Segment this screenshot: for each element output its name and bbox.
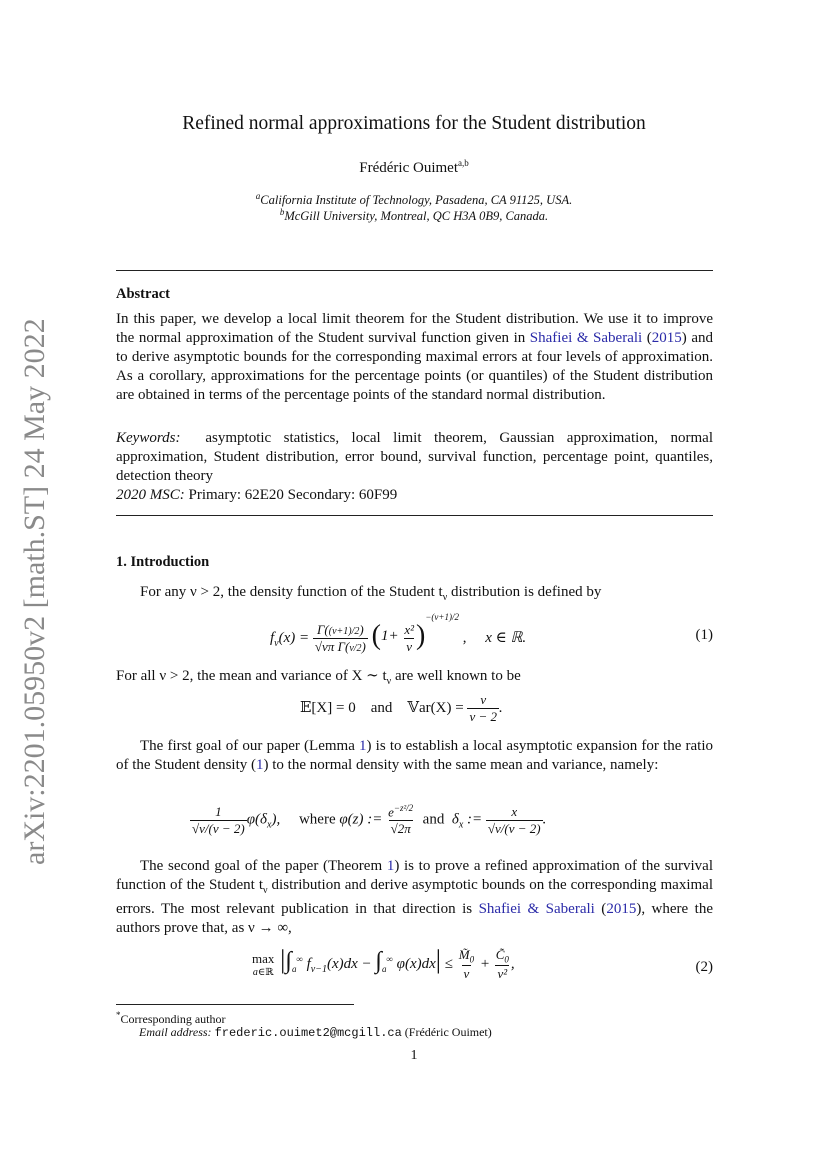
footnote-corresponding: *Corresponding author: [116, 1010, 226, 1026]
abstract-body: In this paper, we develop a local limit theorem for the Student distribution. We use it to improve the normal approximation of the Student survival function given in Shafiei & Saberali (2015) and to derive asymptotic bounds for the corresponding maximal errors at four levels of approximation. As a corollary, approximations for the percentage points (or quantiles) of the Student distribution are obtained in terms of the percentage points of the standard normal distribution.: [116, 311, 713, 403]
arxiv-stamp: arXiv:2201.05950v2 [math.ST] 24 May 2022: [18, 318, 51, 865]
eq2-number: (2): [695, 959, 713, 975]
equation-2: max a∈ℝ $|\int_a^\infty$ $f_{\nu-1}(x)dx - \int_a^\infty$ φ(x)dx| ≤ $\frac{M̃_0}{\nu}$ + $\frac{C̃_0}{\text{ν²}}$ ,: [252, 945, 515, 981]
para-intro-2: For all ν > 2, the mean and variance of X ∼ $t_\nu$ are well known to be: [116, 668, 521, 687]
eq1-number: (1): [695, 627, 713, 643]
equation-1: $f_\nu(x)$ = $\frac{\Gamma((\nu+1)/2)}{\text{√νπ Γ(ν/2)}}$ (1+ $\frac{\text{x²}}{\nu}$ )$^{-(\nu+1)/2}$ , x ∈ ℝ.: [270, 612, 527, 655]
abstract-heading: Abstract: [116, 286, 170, 302]
affiliation-b: $^b$McGill University, Montreal, QC H3A 0B9, Canada.: [279, 207, 549, 224]
abstract-bottom-rule: [116, 515, 713, 516]
citation-year-link[interactable]: 2015: [651, 330, 682, 346]
para-second-goal: The second goal of the paper (Theorem 1) is to prove a refined approximation of the survival function of the Student $t_\nu$ distribution and derive asymptotic bounds on the corresponding maximal errors. The most relevant publication in that direction is Shafiei & Saberali (2015), where the authors prove that, as ν → ∞,: [116, 858, 713, 936]
author-line: [0, 158, 828, 177]
footnote-email: Email address: frederic.ouimet2@mcgill.ca (Frédéric Ouimet): [139, 1025, 492, 1040]
citation-year-link-2[interactable]: 2015: [606, 901, 637, 917]
citation-link[interactable]: Shafiei & Saberali: [529, 330, 643, 346]
affiliation-a: $^a$California Institute of Technology, Pasadena, CA 91125, USA.: [255, 191, 573, 208]
page-number: 1: [410, 1048, 418, 1063]
theorem-link[interactable]: 1: [386, 858, 395, 874]
footnote-rule: [116, 1004, 354, 1005]
citation-link-2[interactable]: Shafiei & Saberali: [478, 901, 595, 917]
eq1-link[interactable]: 1: [255, 757, 264, 773]
lemma-link[interactable]: 1: [359, 738, 367, 754]
equation-ratio: $\frac{1}{√\nu/(\nu - 2)}$ $\varphi(\delta_x)$, where φ(z) := $\frac{e^{-z^2/2}}{√2\pi}$ and $\delta_x$ := $\frac{x}{√\nu/(\nu - 2)}$ .: [192, 803, 547, 837]
author-affil-mark: a,b: [457, 158, 469, 168]
abstract-top-rule: [116, 270, 713, 271]
paper-title: Refined normal approximations for the Student distribution: [182, 113, 646, 134]
para-intro-1: For any ν > 2, the density function of the Student $t_\nu$ distribution is defined by: [140, 584, 602, 603]
section-heading: 1. Introduction: [116, 554, 210, 570]
author-name: Frédéric Ouimet: [359, 160, 458, 176]
equation-mean-variance: 𝔼[X] = 0 and 𝕍ar(X) = $\frac{\nu}{\nu - 2}$ .: [300, 692, 503, 724]
keywords: Keywords: asymptotic statistics, local limit theorem, Gaussian approximation, normal approximation, Student distribution, error bound, survival function, percentage point, quantiles, detection theory 2020 MSC: Primary: 62E20 Secondary: 60F99: [116, 430, 713, 503]
para-first-goal: The first goal of our paper (Lemma 1) is to establish a local asymptotic expansion for the ratio of the Student density (1) to the normal density with the same mean and variance, namely:: [116, 738, 713, 773]
email-link[interactable]: frederic.ouimet2@mcgill.ca: [214, 1026, 402, 1040]
